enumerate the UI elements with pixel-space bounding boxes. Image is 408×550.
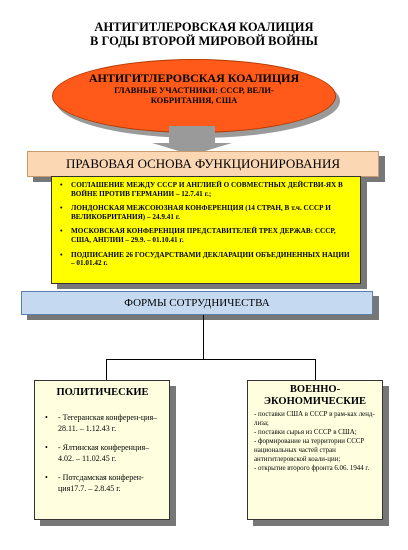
down-arrow-stem — [169, 126, 215, 144]
legal-basis-header: ПРАВОВАЯ ОСНОВА ФУНКЦИОНИРОВАНИЯ — [27, 151, 379, 177]
military-economic-box — [247, 380, 383, 520]
connector-vertical — [203, 315, 204, 359]
political-item: • - Потсдамская конферен-ция17.7. – 2.8.45 г. — [45, 473, 144, 493]
diagram-title — [0, 20, 408, 48]
legal-basis-item: • МОСКОВСКАЯ КОНФЕРЕНЦИЯ ПРЕДСТАВИТЕЛЕЙ ТРЕХ ДЕРЖАВ: СССР, США, АНГЛИИ – 29.9. – 01.10.41 г. — [60, 227, 336, 244]
political-box — [34, 380, 170, 520]
legal-basis-list — [60, 181, 354, 268]
political-item: • - Тегеранская конферен-ция– 28.11. – 1.12.43 г. — [45, 413, 158, 433]
connector-horizontal — [106, 359, 316, 360]
political-title: ПОЛИТИЧЕСКИЕ — [56, 387, 149, 398]
coalition-title: АНТИГИТЛЕРОВСКАЯ КОАЛИЦИЯ — [88, 71, 300, 85]
coalition-participants: ГЛАВНЫЕ УЧАСТНИКИ: СССР, ВЕЛИ-КОБРИТАНИЯ, США — [114, 85, 274, 105]
military-economic-item: - открытие второго фронта 6.06. 1944 г. — [254, 465, 370, 472]
legal-basis-item: • ЛОНДОНСКАЯ МЕЖСОЮЗНАЯ КОНФЕРЕНЦИЯ (14 СТРАН, В т.ч. СССР И ВЕЛИКОБРИТАНИЯ) – 24.9.41 г. — [60, 204, 331, 221]
military-economic-item: - формирование на территории СССР национальных частей стран антигитлеровской коали-ции; — [254, 438, 365, 463]
political-item: • - Ялтинская конференция– 4.02. – 11.02.45 г. — [45, 443, 150, 463]
connector-left — [106, 359, 107, 381]
bullet-icon: • — [45, 443, 48, 452]
military-economic-item: - поставки США в СССР в рам-ках ленд-лиза; — [254, 411, 375, 427]
bullet-icon: • — [45, 413, 48, 422]
political-list — [44, 413, 161, 494]
coalition-ellipse — [52, 59, 336, 133]
bullet-icon: • — [60, 204, 63, 213]
title-line-2: В ГОДЫ ВТОРОЙ МИРОВОЙ ВОЙНЫ — [90, 34, 318, 48]
military-economic-list — [254, 410, 376, 473]
title-line-1: АНТИГИТЛЕРОВСКАЯ КОАЛИЦИЯ — [94, 20, 314, 34]
bullet-icon: • — [60, 227, 63, 236]
bullet-icon: • — [60, 250, 63, 259]
military-economic-title: ВОЕННО- ЭКОНОМИЧЕСКИЕ — [263, 384, 367, 407]
bullet-icon: • — [60, 181, 63, 189]
legal-basis-item: • ПОДПИСАНИЕ 26 ГОСУДАРСТВАМИ ДЕКЛАРАЦИИ ОБЪЕДИНЕННЫХ НАЦИИ – 01.01.42 г. — [60, 250, 350, 268]
connector-right — [315, 359, 316, 381]
forms-of-cooperation-header: ФОРМЫ СОТРУДНИЧЕСТВА — [21, 291, 373, 315]
legal-basis-box — [51, 176, 361, 284]
legal-basis-item: • СОГЛАШЕНИЕ МЕЖДУ СССР И АНГЛИЕЙ О СОВМЕСТНЫХ ДЕЙСТВИ-ЯХ В ВОЙНЕ ПРОТИВ ГЕРМАНИИ – 12.7.41 г.; — [60, 181, 343, 198]
military-economic-item: - поставки сырья из СССР в США; — [254, 429, 357, 436]
bullet-icon: • — [45, 473, 48, 482]
